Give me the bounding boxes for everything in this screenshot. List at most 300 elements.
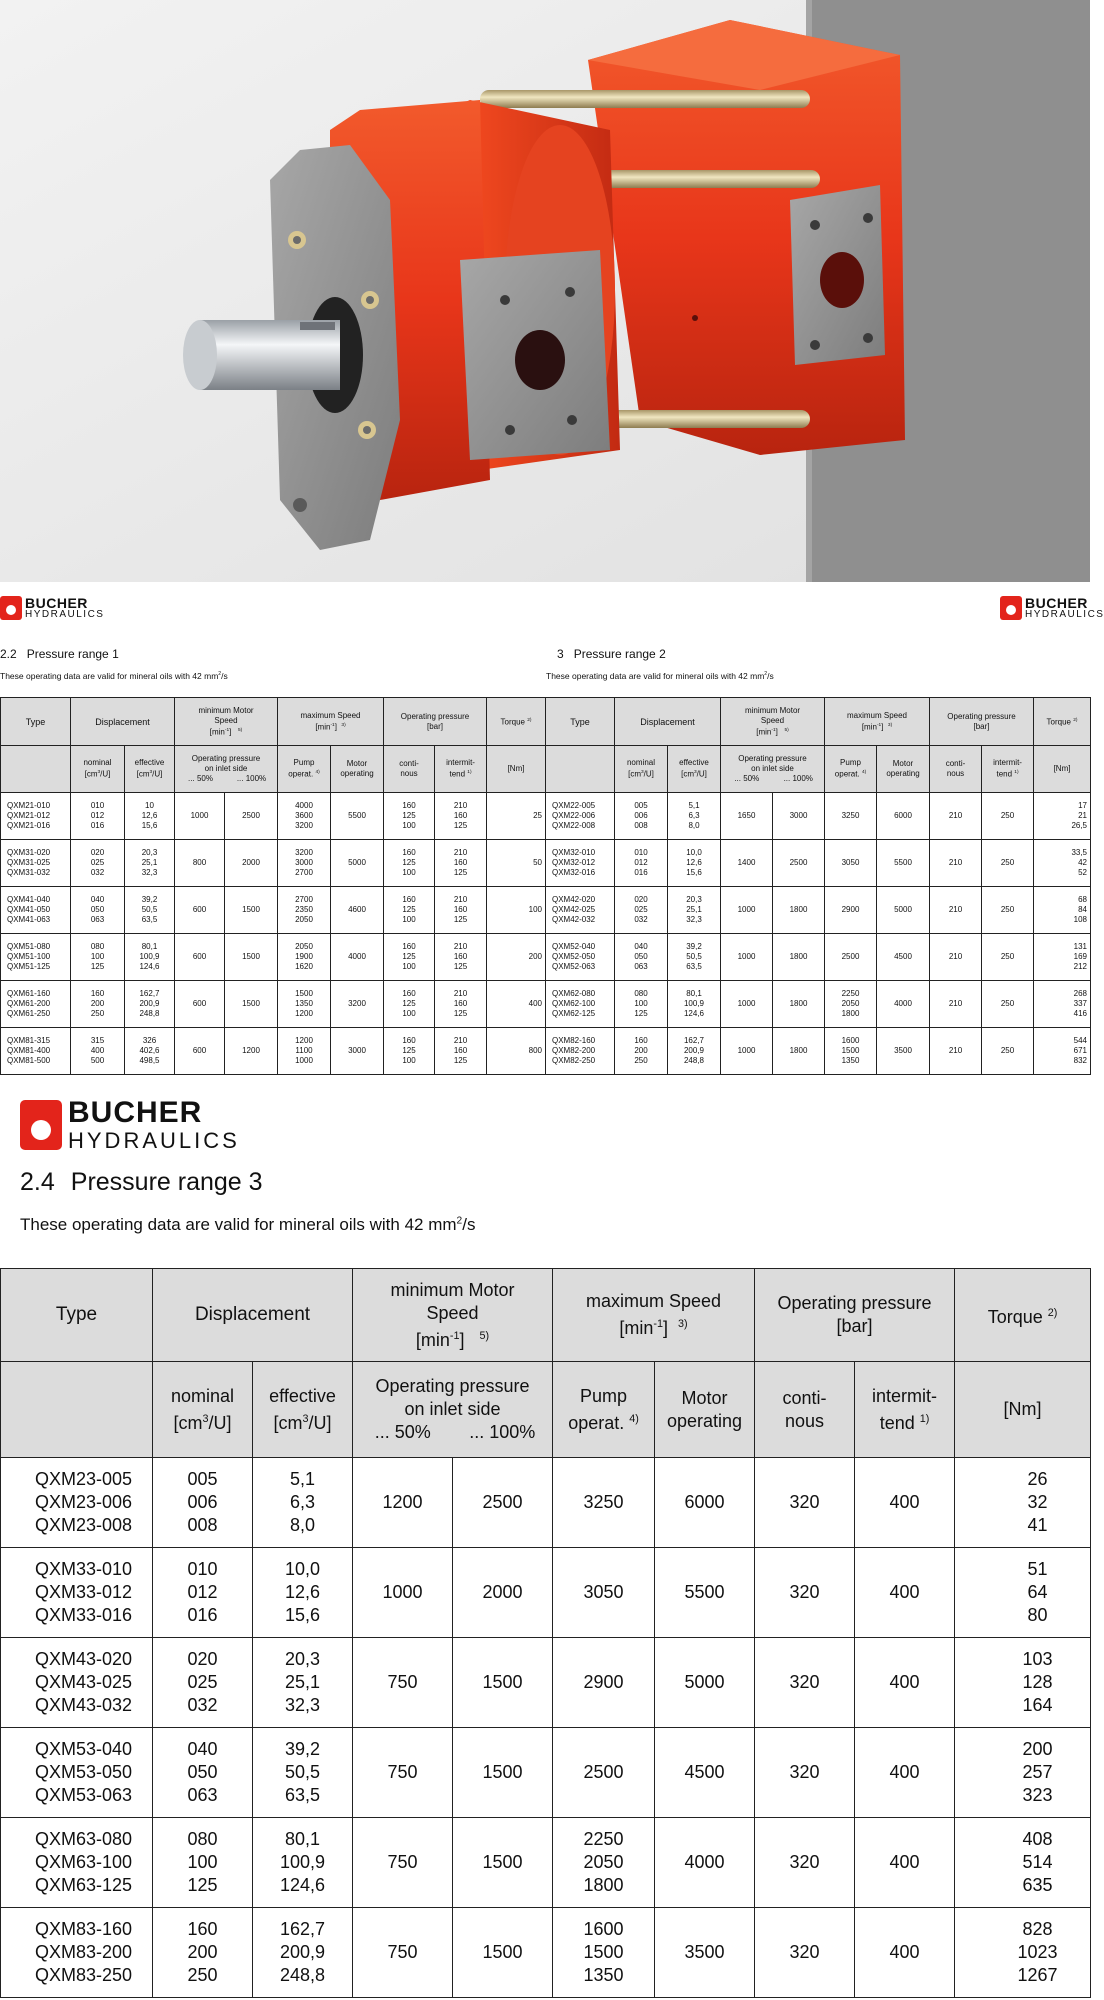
motor-speed-value: 4600 [348, 905, 366, 914]
p50-value: 1000 [190, 811, 209, 820]
nominal-value: 160 [90, 989, 105, 998]
intermittent-value: 210 [453, 801, 468, 810]
pump-cell [278, 793, 331, 840]
effective-value: 248,8 [279, 1965, 326, 1985]
model-code: QXM83-200 [35, 1942, 133, 1962]
continuous-value: 100 [402, 1009, 416, 1018]
continuous-cell [930, 840, 982, 887]
p50-cell [353, 1908, 453, 1998]
model-code: QXM21-012 [7, 811, 51, 820]
section-1-title: 2.2 Pressure range 1 [0, 647, 119, 661]
effective-value: 100,9 [279, 1852, 326, 1872]
torque-value: 514 [1022, 1852, 1053, 1872]
effective-cell [668, 1028, 721, 1075]
type-cell [546, 793, 615, 840]
pump-cell [278, 934, 331, 981]
continuous-cell [755, 1548, 855, 1638]
torque-value: 544 [1073, 1036, 1088, 1045]
intermittent-value: 210 [453, 989, 468, 998]
table-row [1, 840, 546, 887]
unit: [min [415, 1329, 450, 1350]
effective-value: 498,5 [139, 1056, 160, 1065]
unit: [bar] [427, 721, 444, 731]
intermittent-value: 160 [453, 952, 468, 961]
torque-cell [955, 1458, 1091, 1548]
nominal-value: 040 [90, 895, 105, 904]
effective-value: 32,3 [284, 1695, 321, 1715]
section-3-note: These operating data are valid for mineral oils with 42 $mm^2/s$ [20, 1215, 476, 1234]
continuous-value: 210 [948, 905, 963, 914]
unit: [min [209, 727, 225, 737]
nominal-value: 010 [634, 848, 648, 857]
effective-cell [125, 793, 175, 840]
effective-value: 8,0 [688, 821, 700, 830]
pump-speed-value: 1200 [295, 1036, 313, 1045]
model-code: QXM62-125 [552, 1009, 596, 1018]
unit: /U] [152, 769, 163, 779]
effective-value: 12,6 [141, 811, 158, 820]
p50-cell [353, 1728, 453, 1818]
unit: [min [861, 722, 877, 732]
p100-cell [225, 981, 278, 1028]
conti-label: conti- [399, 759, 419, 768]
effective-cell [668, 934, 721, 981]
p50-value: 750 [387, 1852, 418, 1872]
min-speed-label: minimum Motor [744, 705, 801, 715]
effective-cell [253, 1548, 353, 1638]
nominal-value: 080 [634, 989, 648, 998]
pump-speed-value: 1500 [841, 1046, 860, 1055]
effective-value: 20,3 [284, 1649, 321, 1669]
effective-value: 39,2 [686, 942, 702, 951]
inlet-pressure-subheader [721, 746, 825, 793]
pump-speed-value: 1200 [295, 1009, 313, 1018]
nominal-value: 080 [187, 1829, 218, 1849]
pump-cell [825, 981, 877, 1028]
pump-speed-value: 2050 [295, 915, 313, 924]
p100-cell [773, 981, 825, 1028]
nominal-value: 025 [187, 1672, 218, 1692]
torque-value: 41 [1027, 1515, 1048, 1535]
intermit-label: intermit- [872, 1385, 938, 1406]
p50-value: 1650 [737, 811, 756, 820]
torque-value: 164 [1022, 1695, 1053, 1715]
nominal-value: 250 [187, 1965, 218, 1985]
continuous-value: 125 [402, 858, 416, 867]
torque-value: 25 [533, 811, 543, 820]
operat-label: operat. [288, 769, 314, 779]
intermittent-value: 210 [453, 848, 468, 857]
effective-value: 80,1 [284, 1829, 321, 1849]
model-code: QXM52-063 [552, 962, 596, 971]
nominal-value: 025 [634, 905, 648, 914]
nominal-subheader: nominal $[cm^3/U]$ [71, 746, 125, 793]
pump-speed-value: 2250 [583, 1829, 624, 1849]
model-code: QXM41-063 [7, 915, 51, 924]
pump-speed-value: 3200 [295, 848, 313, 857]
pump-cell [553, 1638, 655, 1728]
conti-label: conti- [782, 1387, 827, 1408]
torque-value: 17 [1078, 801, 1088, 810]
type-label: Type [55, 1304, 98, 1325]
type-cell [546, 1028, 615, 1075]
max-speed-label: maximum Speed [586, 1291, 722, 1311]
motor-speed-value: 4000 [894, 999, 912, 1008]
nominal-cell [615, 840, 668, 887]
intermittent-value: 400 [889, 1492, 920, 1512]
effective-value: 100,9 [683, 999, 705, 1008]
model-code: QXM22-005 [552, 801, 596, 810]
pump-speed-value: 2900 [583, 1672, 624, 1692]
type-label: Type [25, 716, 46, 727]
motor-speed-value: 5000 [894, 905, 912, 914]
continuous-subheader [930, 746, 982, 793]
effective-cell [253, 1638, 353, 1728]
effective-cell [668, 840, 721, 887]
pump-cell [825, 840, 877, 887]
effective-value: 124,6 [279, 1875, 326, 1895]
effective-value: 402,6 [139, 1046, 160, 1055]
intermittent-value: 400 [889, 1852, 920, 1872]
motor-speed-value: 3500 [684, 1942, 725, 1962]
torque-value: 131 [1073, 942, 1088, 951]
unit: [cm [273, 1412, 303, 1433]
effective-value: 63,5 [686, 962, 702, 971]
p100-cell [773, 887, 825, 934]
p100-cell [453, 1818, 553, 1908]
inlet-pressure-subheader [353, 1362, 553, 1458]
effective-value: 80,1 [141, 942, 158, 951]
brand-name: BUCHER [25, 595, 88, 611]
table-row [1, 793, 546, 840]
torque-value: 80 [1027, 1605, 1048, 1625]
continuous-value: 125 [402, 999, 416, 1008]
torque-value: 169 [1073, 952, 1088, 961]
motor-speed-value: 5000 [348, 858, 366, 867]
pump-cell [278, 1028, 331, 1075]
effective-label: effective [269, 1385, 336, 1406]
p100-value: 1500 [482, 1672, 523, 1692]
intermittent-value: 210 [453, 895, 468, 904]
effective-cell [668, 793, 721, 840]
type-label: Type [570, 716, 590, 727]
continuous-value: 320 [789, 1672, 820, 1692]
nominal-value: 005 [187, 1469, 218, 1489]
model-code: QXM23-005 [35, 1469, 133, 1489]
p100-value: 1500 [482, 1942, 523, 1962]
p100-cell [773, 840, 825, 887]
nominal-value: 006 [634, 811, 648, 820]
intermittent-cell [982, 1028, 1034, 1075]
continuous-value: 210 [948, 999, 963, 1008]
intermittent-value: 125 [453, 962, 468, 971]
intermittent-cell [982, 981, 1034, 1028]
pump-speed-value: 4000 [295, 801, 313, 810]
motor-speed-value: 3500 [894, 1046, 912, 1055]
nominal-subheader: nominal $[cm^3/U]$ [615, 746, 668, 793]
effective-value: 200,9 [279, 1942, 326, 1962]
p100-cell [225, 840, 278, 887]
torque-value: 32 [1027, 1492, 1048, 1512]
torque-value: 108 [1073, 915, 1088, 924]
nominal-value: 006 [187, 1492, 218, 1512]
model-code: QXM51-100 [7, 952, 51, 961]
p100-value: 1500 [242, 952, 260, 961]
effective-value: 200,9 [683, 1046, 705, 1055]
torque-value: 671 [1073, 1046, 1088, 1055]
torque-value: 1267 [1017, 1965, 1058, 1985]
unit: [bar] [973, 721, 990, 731]
effective-value: 15,6 [141, 821, 158, 830]
model-code: QXM81-400 [7, 1046, 51, 1055]
intermittent-cell [982, 887, 1034, 934]
effective-value: 25,1 [141, 858, 158, 867]
pump-speed-value: 3050 [841, 858, 860, 867]
nominal-value: 008 [634, 821, 648, 830]
pump-speed-value: 2500 [841, 952, 860, 961]
table-row [546, 934, 1091, 981]
effective-value: 12,6 [686, 858, 702, 867]
pump-subheader: Pump operat. $^{4)}$ [553, 1362, 655, 1458]
p50-value: 1000 [737, 905, 756, 914]
bucher-logo-icon [20, 1100, 62, 1150]
unit: [Nm] [1053, 764, 1071, 773]
pump-label: Pump [293, 758, 315, 768]
torque-value: 408 [1022, 1829, 1053, 1849]
nominal-value: 200 [187, 1942, 218, 1962]
min-speed-label: minimum Motor [198, 705, 254, 715]
pressure-range-3-table [0, 1268, 1091, 1998]
effective-cell [253, 1458, 353, 1548]
effective-cell [125, 934, 175, 981]
motor-speed-value: 5500 [684, 1582, 725, 1602]
p50-cell [175, 981, 225, 1028]
nominal-cell [153, 1908, 253, 1998]
model-code: QXM81-500 [7, 1056, 51, 1065]
continuous-value: 320 [789, 1942, 820, 1962]
effective-value: 12,6 [284, 1582, 321, 1602]
unit: /U] [308, 1412, 332, 1433]
p50-value: 600 [192, 952, 207, 961]
table-row [1, 1818, 1091, 1908]
effective-value: 6,3 [289, 1492, 316, 1512]
type-cell [546, 887, 615, 934]
continuous-value: 320 [789, 1762, 820, 1782]
nominal-cell [615, 934, 668, 981]
motor-cell [655, 1728, 755, 1818]
intermittent-cell [855, 1548, 955, 1638]
p50-cell [721, 840, 773, 887]
inlet-label: Operating pressure [191, 754, 261, 763]
unit: [Nm] [507, 764, 525, 773]
inlet-label: on inlet side [404, 1399, 501, 1419]
continuous-cell [384, 793, 435, 840]
brand-sub: HYDRAULICS [25, 609, 105, 620]
op-pressure-label: Operating pressure [400, 711, 470, 721]
effective-cell [668, 887, 721, 934]
pump-cell [278, 981, 331, 1028]
nominal-cell [615, 793, 668, 840]
col-torque-header: Torque $^{2)}$ [1034, 698, 1091, 746]
p50-cell [353, 1818, 453, 1908]
intermittent-cell [982, 793, 1034, 840]
effective-value: 162,7 [683, 1036, 705, 1045]
pump-cell [553, 1458, 655, 1548]
motor-cell [331, 793, 384, 840]
unit: ] [775, 727, 778, 737]
conti-label: conti- [945, 759, 966, 768]
pump-cell [825, 1028, 877, 1075]
pump-speed-value: 3600 [295, 811, 313, 820]
effective-cell [125, 981, 175, 1028]
nominal-value: 025 [90, 858, 105, 867]
p100-value: 1200 [242, 1046, 260, 1055]
motor-cell [655, 1458, 755, 1548]
section-1-note: These operating data are valid for mineral oils with 42 $mm^2/s$ [0, 671, 228, 681]
torque-cell [1034, 887, 1091, 934]
pump-speed-value: 1100 [295, 1046, 313, 1055]
intermittent-value: 160 [453, 999, 468, 1008]
op-pressure-label: Operating pressure [777, 1293, 932, 1313]
effective-value: 15,6 [686, 868, 702, 877]
p100-label: ... 100% [469, 1422, 536, 1442]
type-cell [546, 840, 615, 887]
p50-value: 1000 [737, 1046, 756, 1055]
torque-value: 26,5 [1071, 821, 1088, 830]
model-code: QXM42-020 [552, 895, 596, 904]
type-cell [1, 1728, 153, 1818]
p50-cell [175, 934, 225, 981]
pressure-range-1-table [0, 697, 546, 1075]
unit: ] [459, 1329, 465, 1350]
effective-value: 80,1 [686, 989, 702, 998]
inlet-label: Operating pressure [738, 754, 807, 763]
motor-speed-value: 4500 [894, 952, 912, 961]
unit: /U] [208, 1412, 232, 1433]
model-code: QXM43-020 [35, 1649, 133, 1669]
unit: [bar] [836, 1316, 873, 1336]
intermittent-cell [982, 934, 1034, 981]
model-code: QXM32-010 [552, 848, 596, 857]
continuous-value: 160 [402, 895, 416, 904]
unit: ] [663, 1318, 669, 1338]
p100-cell [453, 1728, 553, 1818]
motor-speed-value: 5500 [894, 858, 912, 867]
model-code: QXM32-016 [552, 868, 596, 877]
continuous-value: 125 [402, 1046, 416, 1055]
continuous-value: 160 [402, 989, 416, 998]
nominal-value: 063 [90, 915, 105, 924]
p50-cell [175, 793, 225, 840]
continuous-value: 210 [948, 1046, 963, 1055]
nominal-value: 008 [187, 1515, 218, 1535]
nominal-value: 020 [187, 1649, 218, 1669]
torque-value: 400 [528, 999, 543, 1008]
intermittent-value: 125 [453, 915, 468, 924]
torque-cell [487, 793, 546, 840]
model-code: QXM23-006 [35, 1492, 133, 1512]
effective-value: 25,1 [284, 1672, 321, 1692]
torque-value: 323 [1022, 1785, 1053, 1805]
pump-speed-value: 1900 [295, 952, 313, 961]
nominal-value: 020 [90, 848, 105, 857]
model-code: QXM63-125 [35, 1875, 133, 1895]
p50-value: 1200 [382, 1492, 423, 1512]
unit: [min [315, 722, 331, 732]
nominal-label: nominal [170, 1385, 235, 1406]
intermittent-value: 250 [1000, 999, 1015, 1008]
table-row [546, 840, 1091, 887]
torque-value: 268 [1073, 989, 1088, 998]
continuous-cell [755, 1908, 855, 1998]
pump-cell [553, 1818, 655, 1908]
effective-value: 8,0 [289, 1515, 316, 1535]
unit: [cm [628, 769, 641, 779]
torque-value: 257 [1022, 1762, 1053, 1782]
pump-speed-value: 2700 [295, 868, 313, 877]
effective-value: 5,1 [289, 1469, 316, 1489]
nominal-value: 032 [187, 1695, 218, 1715]
p50-value: 600 [192, 999, 207, 1008]
model-code: QXM22-006 [552, 811, 596, 820]
motor-cell [331, 934, 384, 981]
min-speed-label: Speed [214, 715, 238, 725]
continuous-cell [384, 981, 435, 1028]
nominal-label: nominal [626, 758, 655, 768]
continuous-subheader [384, 746, 435, 793]
motor-label: Motor [346, 759, 368, 768]
col-min-speed-header: minimum Motor Speed $[\min^{-1}]$ $^{5)}$ [175, 698, 278, 746]
nominal-cell [615, 887, 668, 934]
motor-cell [655, 1548, 755, 1638]
pump-speed-value: 1350 [583, 1965, 624, 1985]
nominal-value: 040 [187, 1739, 218, 1759]
continuous-value: 320 [789, 1492, 820, 1512]
torque-value: 42 [1078, 858, 1088, 867]
nominal-value: 063 [187, 1785, 218, 1805]
nominal-value: 100 [187, 1852, 218, 1872]
p100-value: 2000 [482, 1582, 523, 1602]
inlet-label: Operating pressure [375, 1376, 530, 1396]
torque-cell [1034, 1028, 1091, 1075]
type-cell [1, 934, 71, 981]
p100-cell [773, 1028, 825, 1075]
intermittent-value: 160 [453, 1046, 468, 1055]
intermittent-value: 250 [1000, 952, 1015, 961]
model-code: QXM51-125 [7, 962, 51, 971]
nominal-cell [153, 1458, 253, 1548]
intermittent-value: 210 [453, 1036, 468, 1045]
p50-cell [353, 1458, 453, 1548]
pump-speed-value: 1000 [295, 1056, 313, 1065]
tend-label: tend [449, 769, 466, 779]
p100-cell [453, 1908, 553, 1998]
p100-value: 1500 [242, 999, 260, 1008]
torque-value: 33,5 [1071, 848, 1088, 857]
model-code: QXM21-016 [7, 821, 51, 830]
torque-value: 26 [1027, 1469, 1048, 1489]
model-code: QXM82-160 [552, 1036, 596, 1045]
model-code: QXM43-032 [35, 1695, 133, 1715]
pump-cell [553, 1728, 655, 1818]
col-max-speed-header: maximum Speed $[\min^{-1}]$ $^{3)}$ [553, 1269, 755, 1362]
nominal-value: 005 [634, 801, 648, 810]
nominal-value: 063 [634, 962, 648, 971]
pump-label: Pump [580, 1385, 628, 1406]
pump-cell [825, 887, 877, 934]
intermittent-value: 125 [453, 1056, 468, 1065]
table-row [1, 1458, 1091, 1548]
